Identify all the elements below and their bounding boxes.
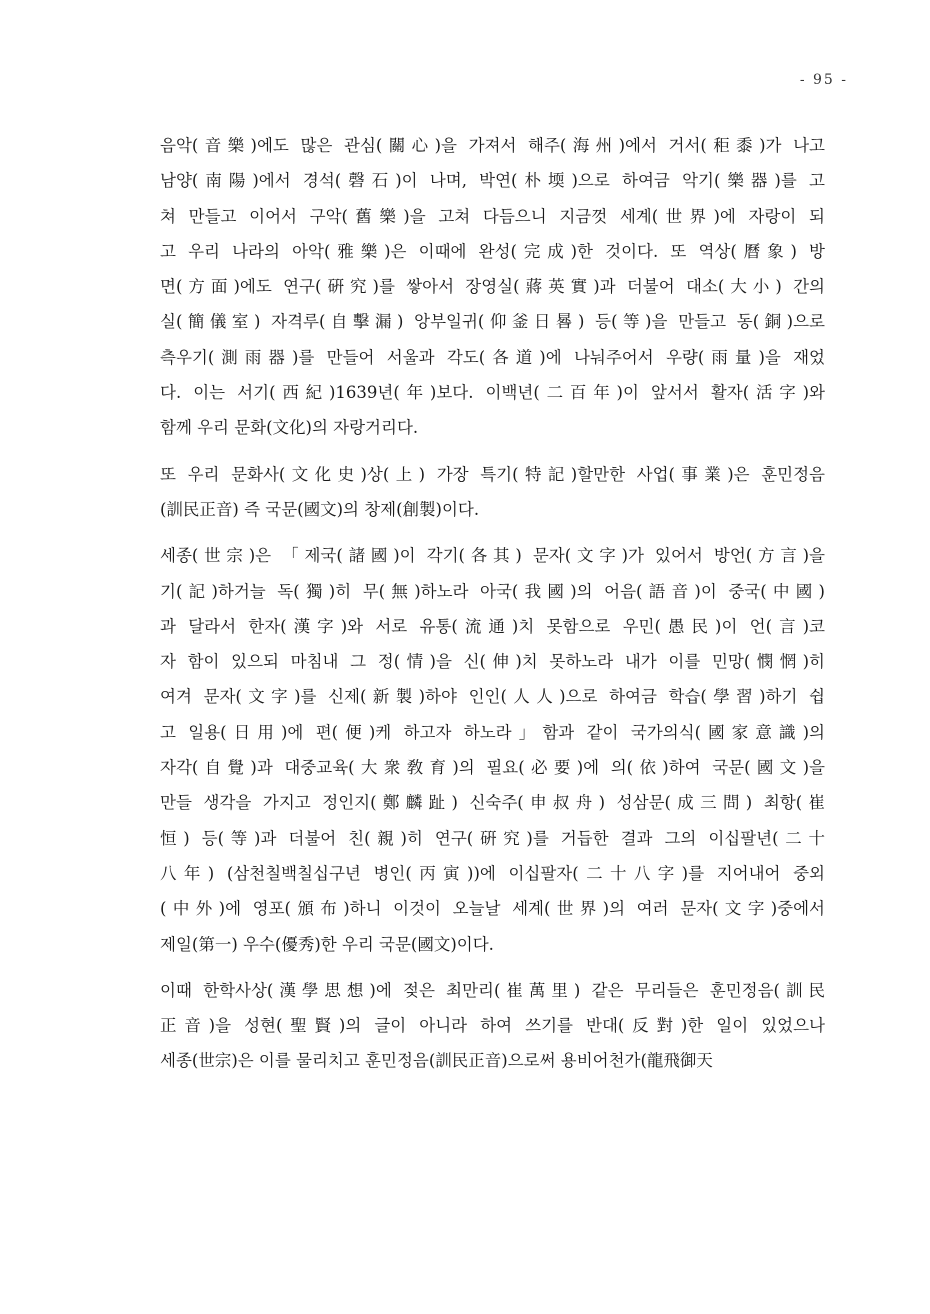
paragraph-opposition xyxy=(160,973,825,1079)
paragraph-music-astronomy xyxy=(160,128,825,446)
text-line: 측우기(測雨器)를 만들어 서울과 각도(各道)에 나눠주어서 우량(雨量)을 재었 xyxy=(160,347,825,367)
text-line: 만들 생각을 가지고 정인지(鄭麟趾) 신숙주(申叔舟) 성삼문(成三問) 최항(崔 xyxy=(160,793,825,813)
text-line: 고 일용(日用)에 편(便)케 하고자 하노라」함과 같이 국가의식(國家意識)의 xyxy=(160,722,825,742)
text-line: 正音)을 성현(聖賢)의 글이 아니라 하여 쓰기를 반대(反對)한 일이 있었으나 xyxy=(160,1016,825,1036)
text-line: 또 우리 문화사(文化史)상(上) 가장 특기(特記)할만한 사업(事業)은 훈민정음 xyxy=(160,464,825,484)
text-line: 恒) 등(等)과 더불어 친(親)히 연구(硏究)를 거듭한 결과 그의 이십팔년(二十 xyxy=(160,828,825,848)
text-line: 쳐 만들고 이어서 구악(舊樂)을 고쳐 다듬으니 지금껏 세계(世界)에 자랑이 되 xyxy=(160,206,825,226)
text-line: (訓民正音) 즉 국문(國文)의 창제(創製)이다. xyxy=(160,499,480,519)
text-line: 과 달라서 한자(漢字)와 서로 유통(流通)치 못함으로 우민(愚民)이 언(言)코 xyxy=(160,616,825,636)
text-line: 남양(南陽)에서 경석(磬石)이 나며, 박연(朴堧)으로 하여금 악기(樂器)를 고 xyxy=(160,171,825,191)
text-line: 실(簡儀室) 자격루(自擊漏) 앙부일귀(仰釜日晷) 등(等)을 만들고 동(銅)으로 xyxy=(160,312,825,332)
text-line: 세종(世宗)은 이를 물리치고 훈민정음(訓民正音)으로써 용비어천가(龍飛御天 xyxy=(160,1051,713,1071)
text-line: 이때 한학사상(漢學思想)에 젖은 최만리(崔萬里) 같은 무리들은 훈민정음(訓民 xyxy=(160,980,825,1000)
text-line: 자각(自覺)과 대중교육(大衆敎育)의 필요(必要)에 의(依)하여 국문(國文)을 xyxy=(160,758,825,778)
page-number: - 95 - xyxy=(799,72,848,88)
text-line: (中外)에 영포(頒布)하니 이것이 오늘날 세계(世界)의 여러 문자(文字)중에서 xyxy=(160,899,825,919)
text-line: 면(方面)에도 연구(硏究)를 쌓아서 장영실(蔣英實)과 더불어 대소(大小) 간의 xyxy=(160,277,825,297)
paragraph-sejong-creation xyxy=(160,538,825,962)
text-line: 함께 우리 문화(文化)의 자랑거리다. xyxy=(160,418,419,438)
text-line: 고 우리 나라의 아악(雅樂)은 이때에 완성(完成)한 것이다. 또 역상(曆象) 방 xyxy=(160,241,825,261)
paragraph-hunminjeongeum-intro xyxy=(160,457,825,528)
text-line: 세종(世宗)은 「제국(諸國)이 각기(各其) 문자(文字)가 있어서 방언(方言)을 xyxy=(160,546,825,566)
text-line: 제일(第一) 우수(優秀)한 우리 국문(國文)이다. xyxy=(160,934,494,954)
text-line: 음악(音樂)에도 많은 관심(關心)을 가져서 해주(海州)에서 거서(秬黍)가 나고 xyxy=(160,136,825,155)
text-line: 여겨 문자(文字)를 신제(新製)하야 인인(人人)으로 하여금 학습(學習)하기 쉽 xyxy=(160,687,825,707)
text-line: 八年) (삼천칠백칠십구년 병인(丙寅))에 이십팔자(二十八字)를 지어내어 중외 xyxy=(160,863,825,883)
text-line: 다. 이는 서기(西紀)1639년(年)보다. 이백년(二百年)이 앞서서 활자(活字)와 xyxy=(160,383,825,403)
text-line: 기(記)하거늘 독(獨)히 무(無)하노라 아국(我國)의 어음(語音)이 중국(中國) xyxy=(160,581,825,601)
text-line: 자 함이 있으되 마침내 그 정(情)을 신(伸)치 못하노라 내가 이를 민망(憫惘)히 xyxy=(160,652,825,672)
body-text xyxy=(160,128,825,1090)
